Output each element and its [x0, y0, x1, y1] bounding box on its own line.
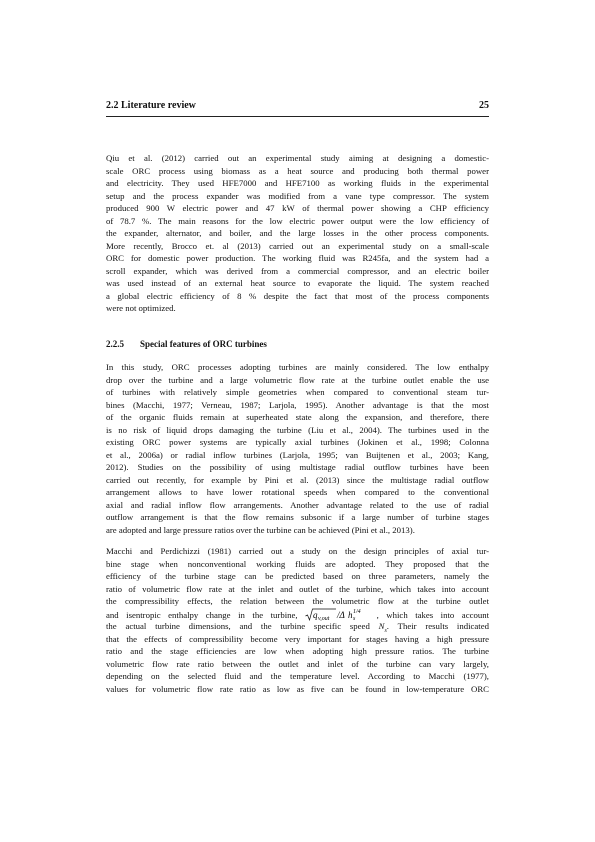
svg-text:q: q — [313, 609, 318, 620]
text-line: was used instead of an external heat source to evaporate the liquid. The system reached — [106, 278, 489, 288]
specific-speed-prefix: the actual turbine dimensions, and the turbine specific speed — [106, 621, 370, 631]
svg-text:1/4: 1/4 — [353, 608, 361, 615]
svg-text:v,out: v,out — [318, 615, 330, 621]
paragraph-biomass-orc — [106, 152, 489, 315]
text-line: ratio and the stage efficiencies are low when adopting high pressure ratios. The turbine — [106, 646, 489, 656]
text-line: is no risk of liquid drops damaging the turbine (Liu et al., 2004). The turbines used in the — [106, 424, 489, 435]
header-rule — [106, 116, 489, 117]
text-line: were not optimized. — [106, 303, 176, 313]
text-line: the expander, alternator, and boiler, and the large losses in the other process components. — [106, 228, 489, 238]
text-line: scale ORC process using biomass as a heat source and producing both thermal power — [106, 165, 489, 176]
text-line: produced 900 W electric power and 47 kW of thermal power showing a CHP efficiency — [106, 203, 489, 213]
text-line: of the organic fluids remain at superheated state along the expansion, and therefore, there — [106, 412, 489, 422]
text-line: of turbines with relatively simple geometries when compared to conventional steam tur- — [106, 387, 489, 397]
specific-speed-line — [106, 620, 489, 633]
text-line: et al., 2006a) or radial inflow turbines (Larjola, 1995; van Buijtenen et al., 2003; Kang, — [106, 449, 489, 460]
specific-speed-suffix: . Their results indicated — [386, 621, 490, 631]
text-line: depending on the selected fluid and the temperature level. According to Macchi (1977), — [106, 671, 489, 681]
text-line: More recently, Brocco et. al (2013) carried out an experimental study on a small-scale — [106, 240, 489, 251]
text-line: arrangement allows to have lower rotational speeds when compared to the conventional — [106, 487, 489, 497]
text-line: Macchi and Perdichizzi (1981) carried out a study on the design principles of axial tur- — [106, 546, 489, 556]
text-line: carried out recently, for example by Pini et al. (2013) since the multistage radial outflow — [106, 474, 489, 485]
text-line: In this study, ORC processes adopting turbines are mainly considered. The low enthalpy — [106, 362, 489, 372]
math-line-suffix: , which takes into account — [376, 609, 490, 620]
text-line: values for volumetric flow rate ratio as low as five can be found in low-temperature ORC — [106, 683, 489, 694]
svg-text:s: s — [353, 615, 356, 621]
text-line: of 78.7 %. The main reasons for the low electric power output were the low efficiency of — [106, 215, 489, 226]
text-line: that the effects of compressibility become very important for stages having a high pressure — [106, 633, 489, 644]
text-line: ORC for domestic power production. The working fluid was R245fa, and the system had a — [106, 253, 489, 263]
text-line: scroll expander, which was derived from a commercial compressor, and an electric boiler — [106, 265, 489, 276]
text-line: and electricity. They used HFE7000 and HFE7100 as working fluids in the experimental — [106, 178, 489, 188]
page-number: 25 — [479, 100, 489, 111]
header-section-title: 2.2 Literature review — [106, 100, 196, 111]
svg-text:h: h — [348, 609, 353, 620]
paragraph-macchi-perdichizzi — [106, 545, 489, 695]
paragraph-lines-before-math — [106, 545, 489, 608]
text-line: volumetric flow rate ratio between the outlet and inlet of the turbine can vary largely, — [106, 658, 489, 669]
formula-sqrt-q-over-dh — [305, 608, 369, 621]
paragraph-lines-after-math — [106, 633, 489, 696]
specific-speed-symbol: $N_s$ — [378, 621, 387, 634]
section-number: 2.2.5 — [106, 339, 124, 349]
text-line: existing ORC power systems are typically axial turbines (Jokinen et al., 1998; Colonna — [106, 437, 489, 447]
text-line: outflow arrangement is that the flow remains subsonic if a large number of turbine stages — [106, 512, 489, 522]
text-line: ratio of volumetric flow rate at the inlet and outlet of the turbine, which takes into account — [106, 583, 489, 594]
text-line: the compressibility effects, the relation between the volumetric flow at the turbine outlet — [106, 596, 489, 606]
running-header — [106, 100, 489, 114]
section-title: Special features of ORC turbines — [140, 339, 267, 349]
math-line — [106, 608, 489, 621]
text-line: 2012). Studies on the possibility of using multistage radial outflow turbines have been — [106, 462, 489, 472]
paragraph-orc-turbines — [106, 361, 489, 536]
text-line: setup and the process expander was modified from a vane type compressor. The system — [106, 190, 489, 201]
volumetric-flow-enthalpy-formula — [305, 610, 377, 620]
text-line: bine stage when nonconventional working fluids are adopted. They proposed that the — [106, 558, 489, 569]
text-line: axial and radial inflow flow arrangements. Another advantage related to the use of radial — [106, 499, 489, 510]
text-line: are adopted and large pressure ratios over the turbine can be achieved (Pini et al., 2013). — [106, 524, 415, 535]
text-line: a global electric efficiency of 8 % despite the fact that most of the process components — [106, 290, 489, 301]
text-line: efficiency of the turbine stage can be predicted based on three parameters, namely the — [106, 571, 489, 581]
text-line: Qiu et al. (2012) carried out an experimental study aiming at designing a domestic- — [106, 153, 489, 163]
svg-text:/Δ: /Δ — [337, 609, 345, 620]
math-line-prefix: and isentropic enthalpy change in the turbine, — [106, 609, 298, 620]
section-heading — [106, 339, 489, 349]
text-line: bines (Macchi, 1977; Verneau, 1987; Larjola, 1995). Another advantage is that the most — [106, 399, 489, 410]
text-line: drop over the turbine and a large volumetric flow rate at the turbine outlet enable the use — [106, 374, 489, 385]
